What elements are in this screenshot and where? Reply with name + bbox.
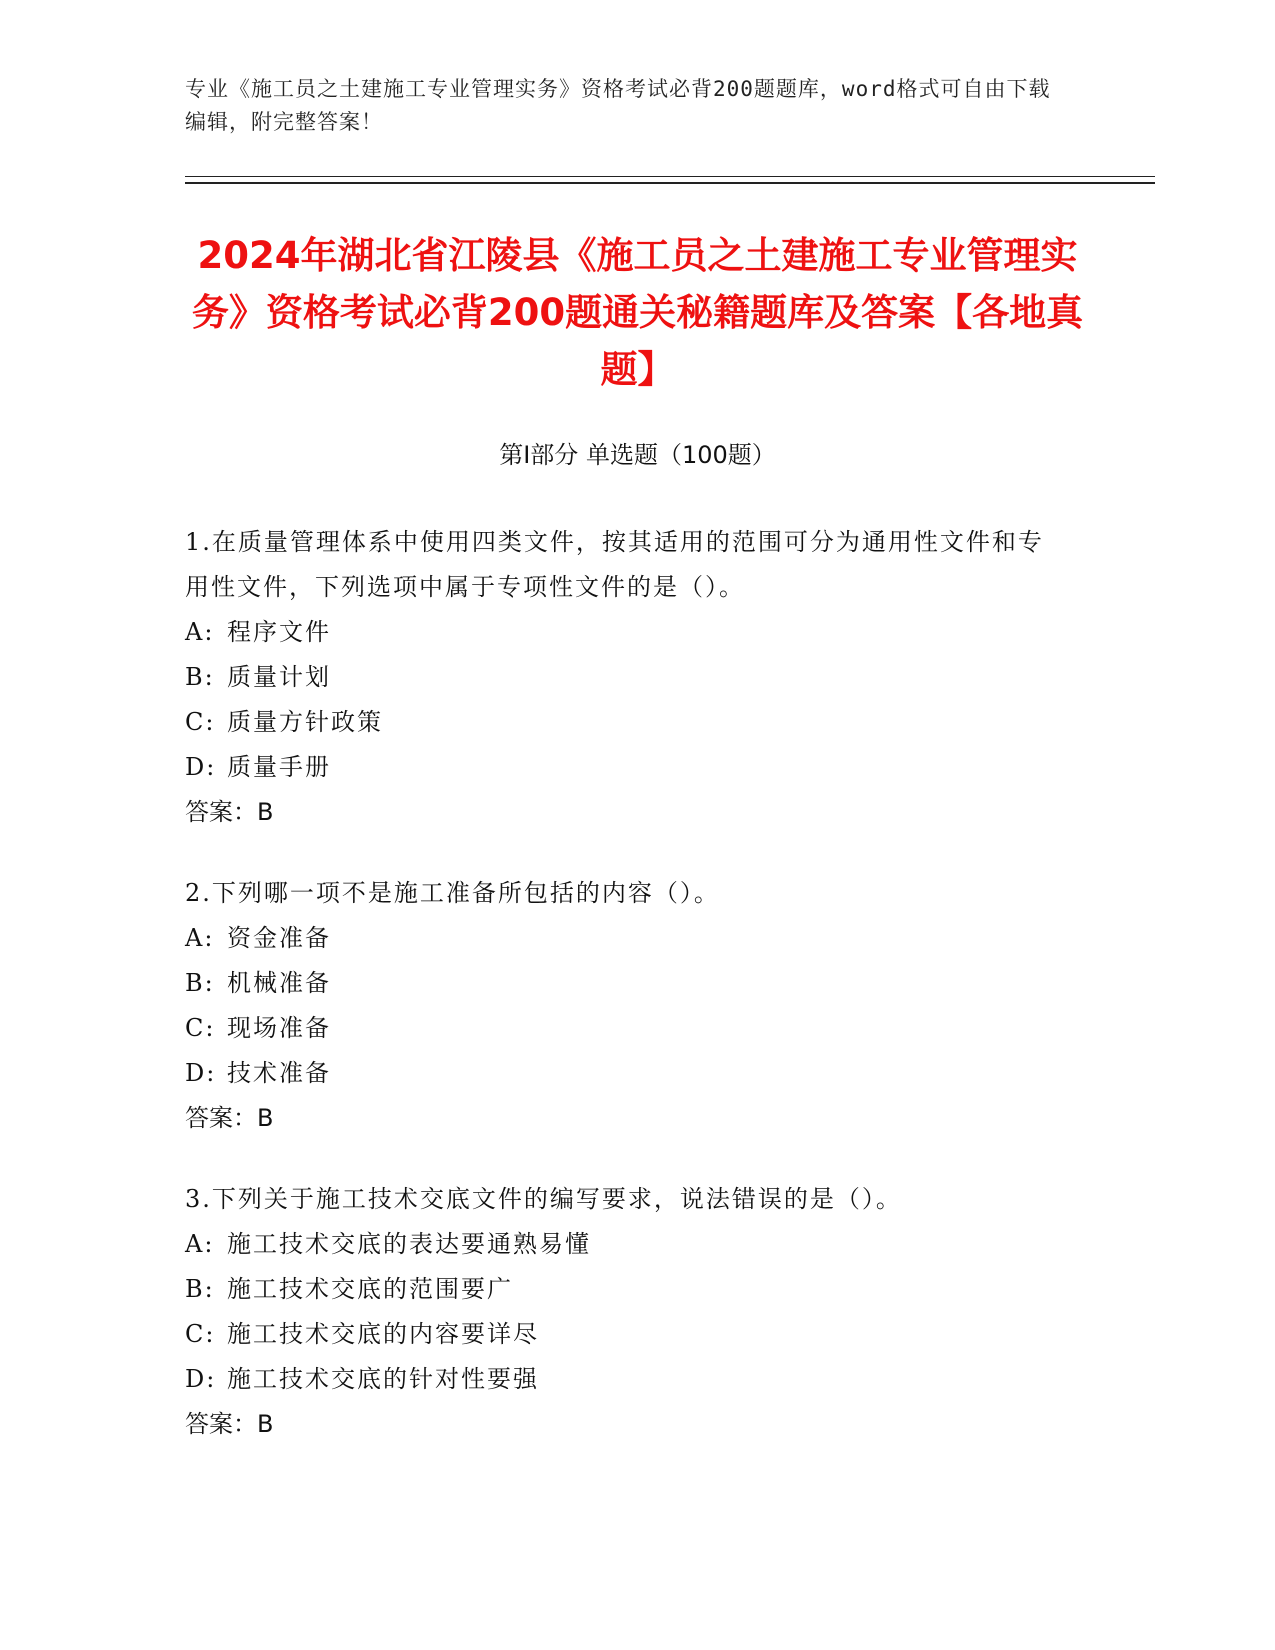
option-letter: C: bbox=[185, 708, 216, 736]
header-note: 专业《施工员之土建施工专业管理实务》资格考试必背200题题库，word格式可自由下载编辑，附完整答案！ bbox=[185, 77, 1051, 134]
option-text: 质量方针政策 bbox=[227, 708, 383, 736]
option-a bbox=[185, 610, 1065, 655]
option-c bbox=[185, 1312, 1065, 1357]
option-letter: B: bbox=[185, 663, 215, 691]
option-text: 施工技术交底的表达要通熟易懂 bbox=[227, 1230, 591, 1258]
option-text: 现场准备 bbox=[227, 1014, 331, 1042]
option-letter: B: bbox=[185, 969, 215, 997]
answer-line: 答案：B bbox=[185, 1104, 274, 1132]
option-letter: D: bbox=[185, 1059, 217, 1087]
option-text: 机械准备 bbox=[227, 969, 331, 997]
option-letter: D: bbox=[185, 1365, 217, 1393]
question-2 bbox=[185, 871, 1065, 1141]
option-a bbox=[185, 1222, 1065, 1267]
option-b bbox=[185, 655, 1065, 700]
option-text: 质量计划 bbox=[227, 663, 331, 691]
option-text: 技术准备 bbox=[227, 1059, 331, 1087]
option-text: 施工技术交底的针对性要强 bbox=[227, 1365, 539, 1393]
option-letter: B: bbox=[185, 1275, 215, 1303]
option-a bbox=[185, 916, 1065, 961]
option-b bbox=[185, 961, 1065, 1006]
section-title: 第Ⅰ部分 单选题（100题） bbox=[499, 441, 776, 469]
question-1 bbox=[185, 520, 1065, 835]
header-rule-thin bbox=[185, 176, 1155, 177]
option-text: 质量手册 bbox=[227, 753, 331, 781]
option-b bbox=[185, 1267, 1065, 1312]
option-letter: D: bbox=[185, 753, 217, 781]
answer-line: 答案：B bbox=[185, 798, 274, 826]
question-list bbox=[185, 520, 1065, 1483]
option-letter: A: bbox=[185, 618, 215, 646]
question-stem: 1.在质量管理体系中使用四类文件，按其适用的范围可分为通用性文件和专用性文件，下列选项中属于专项性文件的是（）。 bbox=[185, 528, 1044, 601]
document-title: 2024年湖北省江陵县《施工员之土建施工专业管理实务》资格考试必背200题通关秘籍题库及答案【各地真题】 bbox=[191, 234, 1084, 391]
question-3 bbox=[185, 1177, 1065, 1447]
option-text: 资金准备 bbox=[227, 924, 331, 952]
header-rule-thick bbox=[185, 182, 1155, 184]
option-letter: A: bbox=[185, 1230, 215, 1258]
option-text: 程序文件 bbox=[227, 618, 331, 646]
option-letter: C: bbox=[185, 1320, 216, 1348]
question-stem: 2.下列哪一项不是施工准备所包括的内容（）。 bbox=[185, 879, 720, 907]
answer-line: 答案：B bbox=[185, 1410, 274, 1438]
option-text: 施工技术交底的范围要广 bbox=[227, 1275, 513, 1303]
option-letter: C: bbox=[185, 1014, 216, 1042]
question-stem: 3.下列关于施工技术交底文件的编写要求，说法错误的是（）。 bbox=[185, 1185, 902, 1213]
option-c bbox=[185, 700, 1065, 745]
option-letter: A: bbox=[185, 924, 215, 952]
option-c bbox=[185, 1006, 1065, 1051]
option-d bbox=[185, 745, 1065, 790]
option-d bbox=[185, 1357, 1065, 1402]
option-d bbox=[185, 1051, 1065, 1096]
option-text: 施工技术交底的内容要详尽 bbox=[227, 1320, 539, 1348]
